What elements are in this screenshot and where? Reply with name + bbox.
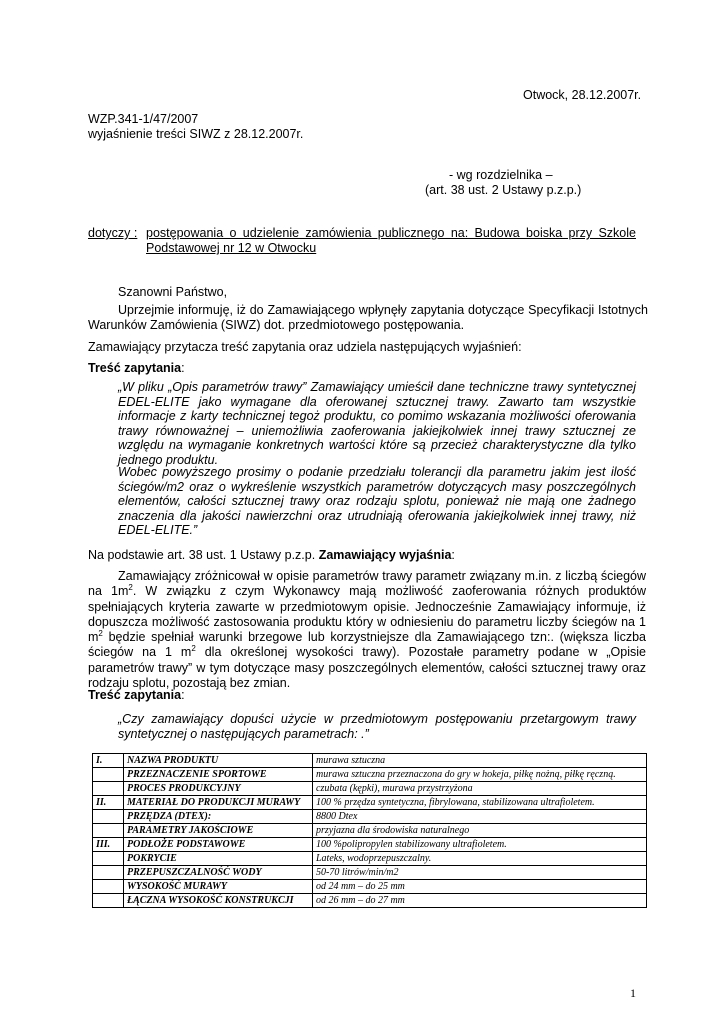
question-2-text: „Czy zamawiający dopuści użycie w przedmiotowym postępowaniu przetargowym trawy syntetycznej o następujących parametrach: .” [118, 712, 636, 741]
answer-1-text-part-4: dla określonej wysokości trawy). Pozostałe parametry podane w „Opisie parametrów trawy” w tym dotyczące masy poszczególnych elementów, całości sztucznej trawy oraz rodzaju splotu, pozostają bez zmian. [88, 645, 646, 691]
question-1-label: Treść zapytania [88, 361, 182, 375]
parameter-value: od 26 mm – do 27 mm [313, 894, 647, 908]
question-2-heading [88, 688, 185, 703]
parameter-name: PRZEZNACZENIE SPORTOWE [124, 768, 313, 782]
answer-1-prefix: Na podstawie art. 38 ust. 1 Ustawy p.z.p. [88, 548, 316, 562]
parameters-table-body [93, 754, 647, 908]
row-number [93, 810, 124, 824]
dotyczy-label: dotyczy : [88, 226, 138, 240]
parameter-name: MATERIAŁ DO PRODUKCJI MURAWY [124, 796, 313, 810]
row-number [93, 824, 124, 838]
table-row [93, 894, 647, 908]
intro-paragraph-2: Zamawiający przytacza treść zapytania oraz udziela następujących wyjaśnień: [88, 340, 522, 354]
answer-1-text [88, 569, 646, 691]
parameters-table [92, 753, 647, 908]
answer-1-label: Zamawiający wyjaśnia [318, 548, 452, 562]
page-number: 1 [630, 986, 636, 1000]
row-number: II. [93, 796, 124, 810]
parameter-value: 100 %polipropylen stabilizowany ultrafioletem. [313, 838, 647, 852]
row-number [93, 768, 124, 782]
parameter-value: Lateks, wodoprzepuszczalny. [313, 852, 647, 866]
table-row [93, 768, 647, 782]
recipient-line-2: (art. 38 ust. 2 Ustawy p.z.p.) [425, 183, 582, 197]
parameter-name: PODŁOŻE PODSTAWOWE [124, 838, 313, 852]
parameter-value: murawa sztuczna [313, 754, 647, 768]
row-number [93, 894, 124, 908]
parameter-value: przyjazna dla środowiska naturalnego [313, 824, 647, 838]
table-row [93, 782, 647, 796]
salutation: Szanowni Państwo, [118, 285, 228, 299]
row-number [93, 880, 124, 894]
answer-1-text-part-3: będzie spełniał warunki brzegowe lub korzystniejsze dla Zamawiającego tzn:. (większa liczba ściegów na 1 m [88, 630, 646, 660]
sup-2-a: 2 [128, 583, 133, 593]
question-1-heading [88, 361, 185, 376]
answer-1-text-part-1: Zamawiający zróżnicował w opisie parametrów trawy parametr związany m.in. z liczbą ściegów na 1m [88, 569, 646, 599]
answer-1-colon: : [451, 548, 455, 562]
intro-paragraph: Uprzejmie informuję, iż do Zamawiającego wpłynęły zapytania dotyczące Specyfikacji Istotnych Warunków Zamówienia (SIWZ) dot. przedmiotowego postępowania. [88, 303, 648, 332]
row-number [93, 866, 124, 880]
parameter-value: czubata (kępki), murawa przystrzyżona [313, 782, 647, 796]
parameter-name: PRZEPUSZCZALNOŚĆ WODY [124, 866, 313, 880]
parameter-name: PRZĘDZA (DTEX): [124, 810, 313, 824]
recipient-line-1: - wg rozdzielnika – [449, 168, 553, 182]
place-date: Otwock, 28.12.2007r. [523, 88, 642, 102]
table-row [93, 838, 647, 852]
table-row [93, 824, 647, 838]
table-row [93, 866, 647, 880]
sup-2-b: 2 [98, 629, 103, 639]
parameter-value: murawa sztuczna przeznaczona do gry w hokeja, piłkę nożną, piłkę ręczną. [313, 768, 647, 782]
table-row [93, 810, 647, 824]
parameter-value: 8800 Dtex [313, 810, 647, 824]
parameter-name: WYSOKOŚĆ MURAWY [124, 880, 313, 894]
row-number: I. [93, 754, 124, 768]
question-2-colon: : [181, 688, 185, 702]
table-row [93, 754, 647, 768]
row-number [93, 782, 124, 796]
parameter-value: 50-70 litrów/min/m2 [313, 866, 647, 880]
question-2-label: Treść zapytania [88, 688, 182, 702]
dotyczy-text: postępowania o udzielenie zamówienia publicznego na: Budowa boiska przy Szkole Podstawowej nr 12 w Otwocku [146, 226, 636, 255]
table-row [93, 880, 647, 894]
subject-line: wyjaśnienie treści SIWZ z 28.12.2007r. [88, 127, 304, 141]
parameter-name: POKRYCIE [124, 852, 313, 866]
parameter-name: PROCES PRODUKCYJNY [124, 782, 313, 796]
table-row [93, 852, 647, 866]
sup-2-c: 2 [191, 644, 196, 654]
question-1-text-a: „W pliku „Opis parametrów trawy” Zamawiający umieścił dane techniczne trawy syntetycznej EDEL-ELITE jako wymagane dla oferowanej sztucznej trawy. Zawarto tam wszystkie informacje z karty technicznej tegoż produktu, co pomimo wskazania możliwości oferowania trawy równoważnej – uniemożliwia zaoferowania jakiejkolwiek innej trawy sztucznej ze względu na wymaganie konkretnych wartości które są przecież charakterystyczne dla tylko jednego produktu. [118, 380, 636, 467]
question-1-colon: : [181, 361, 185, 375]
answer-1-heading [88, 548, 455, 563]
parameter-value: od 24 mm – do 25 mm [313, 880, 647, 894]
row-number: III. [93, 838, 124, 852]
parameter-value: 100 % przędza syntetyczna, fibrylowana, stabilizowana ultrafioletem. [313, 796, 647, 810]
parameter-name: PARAMETRY JAKOŚCIOWE [124, 824, 313, 838]
parameter-name: ŁĄCZNA WYSOKOŚĆ KONSTRUKCJI [124, 894, 313, 908]
parameter-name: NAZWA PRODUKTU [124, 754, 313, 768]
answer-1-text-part-2: . W związku z czym Wykonawcy mają możliwość zaoferowania różnych produktów spełniających kryteria zawarte w przedmiotowym opisie. Jednocześnie Zamawiający informuje, iż dopuszcza możliwość zastosowania produktu który w odniesieniu do parametru liczby ściegów na 1 m [88, 584, 646, 645]
table-row [93, 796, 647, 810]
row-number [93, 852, 124, 866]
question-1-text-b: Wobec powyższego prosimy o podanie przedziału tolerancji dla parametru jakim jest ilość ściegów/m2 oraz o wykreślenie wszystkich parametrów dotyczących masy poszczególnych elementów, całości sztucznej trawy oraz rodzaju splotu, ponieważ nie mają one żadnego znaczenia dla jakości nawierzchni oraz utrudniają oferowania jakiejkolwiek innej trawy, niż EDEL-ELITE.” [118, 465, 636, 538]
reference-number: WZP.341-1/47/2007 [88, 112, 199, 126]
